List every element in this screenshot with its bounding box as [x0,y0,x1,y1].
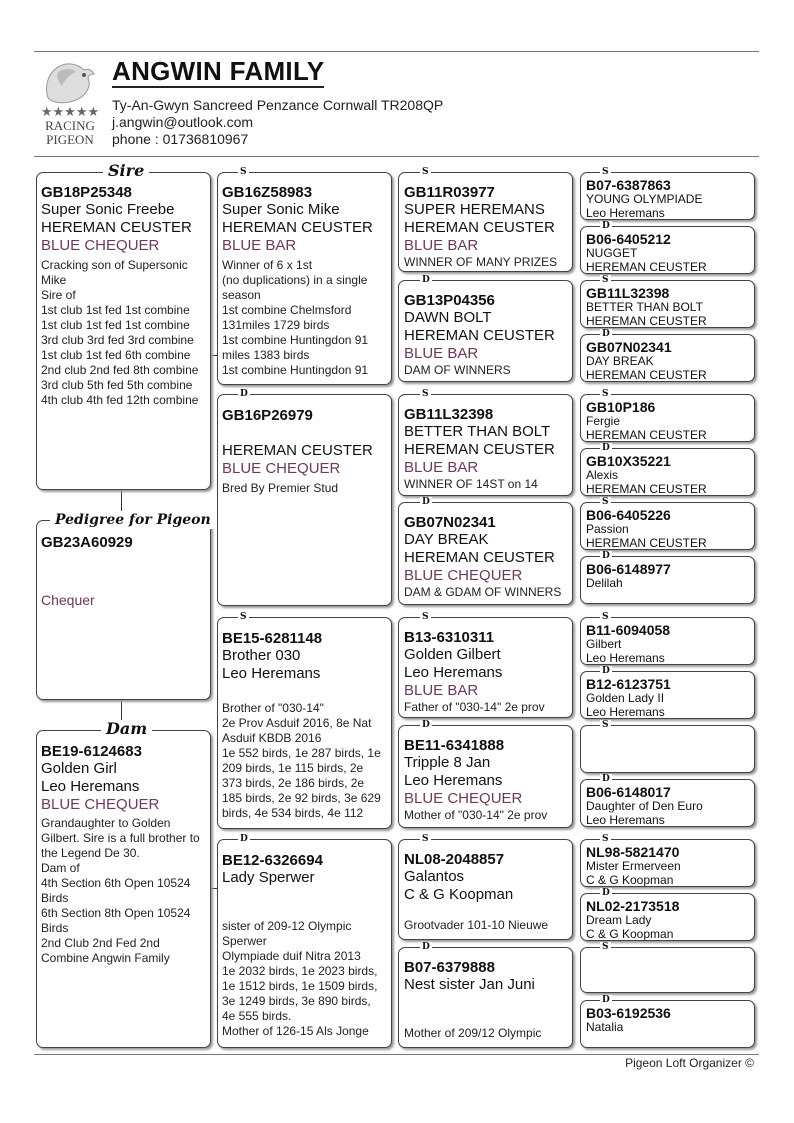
pigeon-name [222,424,387,442]
ring-number: GB16P26979 [222,407,313,424]
remarks: DAM & GDAM OF WINNERS [404,585,562,599]
gen4-card[interactable] [580,280,755,328]
remarks: WINNER OF MANY PRIZES [404,255,558,269]
colour: BLUE BAR [404,237,479,254]
ring-number: B07-6379888 [404,959,495,976]
dam-marker: D [240,389,248,399]
page-title: ANGWIN FAMILY [112,56,325,86]
gen3-card[interactable] [398,617,573,718]
colour [222,683,387,701]
ring-number: B12-6123751 [586,676,671,692]
ring-number: B11-6094058 [586,622,671,638]
strain: Leo Heremans [222,665,321,682]
dam-strain: Leo Heremans [41,778,140,795]
ring-number: NL08-2048857 [404,851,505,868]
colour: BLUE BAR [404,682,479,699]
remarks: Mother of "030-14" 2e prov [404,808,548,822]
ring-number: BE15-6281148 [222,630,323,647]
sire-strain: HEREMAN CEUSTER [41,219,192,236]
ring-number: GB10X35221 [586,453,671,469]
gen2-card[interactable] [217,839,392,1048]
sire-name: Super Sonic Freebe [41,201,175,218]
strain: C & G Koopman [586,872,674,887]
gen3-card[interactable] [398,502,573,605]
gen2-card[interactable] [217,394,392,606]
svg-text:RACING: RACING [45,118,95,133]
gen4-card[interactable] [580,172,755,220]
strain: C & G Koopman [586,926,674,941]
sire-marker: S [422,389,429,399]
sire-label: Sire [103,162,149,180]
colour: BLUE BAR [404,345,479,362]
strain: HEREMAN CEUSTER [586,427,707,442]
gen4-card[interactable] [580,893,755,941]
strain: HEREMAN CEUSTER [586,259,707,274]
gen4-card[interactable] [580,502,755,550]
ring-number: GB16Z58983 [222,184,313,201]
pigeon-name: Daughter of Den Euro [586,799,703,813]
dam-marker: D [602,774,610,784]
gen4-card[interactable] [580,671,755,719]
dam-marker: D [602,666,610,676]
pigeon-name: Natalia [586,1020,624,1034]
gen4-card[interactable] [580,947,755,993]
top-divider [34,51,759,52]
gen4-card[interactable] [580,226,755,274]
address: Ty-An-Gwyn Sancreed Penzance Cornwall TR208QP [112,97,444,113]
strain: HEREMAN CEUSTER [586,367,707,382]
sire-marker: S [602,389,609,399]
gen2-card[interactable] [217,172,392,385]
subject-ring: GB23A60929 [41,534,133,551]
ring-number: GB11L32398 [586,285,670,301]
sire-card[interactable] [36,172,211,490]
ring-number: B06-6405226 [586,507,671,523]
pigeon-name: DAY BREAK [586,354,654,368]
colour: BLUE BAR [404,459,479,476]
dam-ring: BE19-6124683 [41,743,142,760]
dam-marker: D [602,551,610,561]
colour: BLUE CHEQUER [222,460,341,477]
gen4-card[interactable] [580,334,755,382]
sire-marker: S [422,167,429,177]
pigeon-name: Passion [586,522,629,536]
dam-marker: D [240,834,248,844]
pigeon-name: Brother 030 [222,647,301,664]
sire-marker: S [240,167,247,177]
strain: HEREMAN CEUSTER [404,327,555,344]
gen4-card[interactable] [580,779,755,827]
dam-marker: D [602,443,610,453]
dam-marker: D [422,275,430,285]
strain: HEREMAN CEUSTER [404,549,555,566]
gen4-card[interactable] [580,556,755,604]
strain: HEREMAN CEUSTER [586,481,707,496]
pigeon-name: BETTER THAN BOLT [586,300,703,314]
strain: Leo Heremans [404,664,503,681]
strain: Leo Heremans [586,650,665,665]
dam-remarks: Grandaughter to Golden Gilbert. Sire is a full brother to the Legend De 30. Dam of 4th Section 6th Open 10524 Birds 6th Section 8th Open 10524 Birds 2nd Club 2nd Fed 2nd Combine Angwin Family [41,816,200,965]
strain: C & G Koopman [404,886,514,903]
sire-marker: S [602,167,609,177]
dam-marker: D [422,720,430,730]
pigeon-name: BETTER THAN BOLT [404,423,551,440]
colour: BLUE CHEQUER [404,567,523,584]
sire-marker: S [422,612,429,622]
dam-label: Dam [101,720,152,738]
footer-divider [34,1054,759,1055]
ring-number: B03-6192536 [586,1005,671,1021]
remarks: WINNER OF 14ST on 14 [404,477,538,491]
strain: Leo Heremans [586,812,665,827]
pigeon-name: DAWN BOLT [404,309,492,326]
pigeon-name: Alexis [586,468,619,482]
strain: Leo Heremans [586,704,665,719]
subject-colour: Chequer [41,592,95,608]
remarks: Winner of 6 x 1st (no duplications) in a single season 1st combine Chelmsford 131miles 1729 birds 1st combine Huntingdon 91 miles 1383 birds 1st combine Huntingdon 91 [222,258,369,377]
gen4-card[interactable] [580,725,755,773]
strain: HEREMAN CEUSTER [404,441,555,458]
ring-number: GB13P04356 [404,292,495,309]
strain: Leo Heremans [586,205,665,220]
remarks: sister of 209-12 Olympic Sperwer Olympiade duif Nitra 2013 1e 2032 birds, 1e 2023 birds, 1e 1512 birds, 1e 1509 birds, 3e 1249 birds, 3e 890 birds, 4e 555 birds. Mother of 126-15 Als Jonge [222,919,378,1038]
colour: BLUE BAR [222,237,297,254]
ring-number: B06-6148977 [586,561,671,577]
gen4-card[interactable] [580,448,755,496]
email: j.angwin@outlook.com [112,114,254,130]
remarks: Father of "030-14" 2e prov [404,700,545,714]
pigeon-name: DAY BREAK [404,531,489,548]
gen3-card[interactable] [398,172,573,272]
remarks: Grootvader 101-10 Nieuwe [404,918,549,932]
pigeon-icon [34,56,106,146]
phone: phone : 01736810967 [112,131,249,147]
strain: Leo Heremans [404,772,503,789]
strain: HEREMAN CEUSTER [586,313,707,328]
dam-name: Golden Girl [41,760,117,777]
sire-remarks: Cracking son of Supersonic Mike Sire of 1st club 1st fed 1st combine 1st club 1st fed 1st combine 3rd club 3rd fed 3rd combine 1st club 1st fed 6th combine 2nd club 2nd fed 8th combine 3rd club 5th fed 5th combine 4th club 4th fed 12th combine [41,258,199,407]
pigeon-name: YOUNG OLYMPIADE [586,192,703,206]
header-divider [34,156,759,157]
pedigree-label: Pedigree for Pigeon [50,511,216,529]
sire-marker: S [240,612,247,622]
svg-text:★★★★★: ★★★★★ [40,105,100,120]
remarks: Mother of 209/12 Olympic [404,1026,542,1040]
footer-credit: Pigeon Loft Organizer © [625,1056,754,1070]
gen3-card[interactable] [398,280,573,382]
racing-pigeon-logo [34,56,106,146]
pigeon-name: NUGGET [586,246,638,260]
strain: HEREMAN CEUSTER [586,535,707,550]
ring-number: B06-6405212 [586,231,671,247]
sire-colour: BLUE CHEQUER [41,237,160,254]
gen3-card[interactable] [398,725,573,828]
gen4-card[interactable] [580,1000,755,1048]
gen4-card[interactable] [580,394,755,442]
remarks: Brother of "030-14" 2e Prov Asduif 2016, 8e Nat Asduif KBDB 2016 1e 552 birds, 1e 287 birds, 1e 209 birds, 1e 115 birds, 2e 373 birds, 2e 186 birds, 2e 185 birds, 2e 92 birds, 3e 629 birds, 4e 534 birds, 4e 112 [222,701,381,820]
ring-number: B07-6387863 [586,177,671,193]
remarks: Bred By Premier Stud [222,481,339,495]
gen4-card[interactable] [580,839,755,887]
gen4-card[interactable] [580,617,755,665]
pigeon-name: Dream Lady [586,913,652,927]
remarks: DAM OF WINNERS [404,363,511,377]
ring-number: GB07N02341 [586,339,672,355]
strain: HEREMAN CEUSTER [222,219,373,236]
gen3-card[interactable] [398,839,573,940]
dam-card[interactable] [36,730,211,1048]
dam-colour: BLUE CHEQUER [41,796,160,813]
sire-marker: S [602,497,609,507]
ring-number: BE11-6341888 [404,737,505,754]
svg-text:PIGEON: PIGEON [46,132,94,146]
pigeon-name: Fergie [586,414,621,428]
gen3-card[interactable] [398,394,573,496]
pigeon-name: Galantos [404,868,465,885]
strain: HEREMAN CEUSTER [404,219,555,236]
dam-marker: D [602,221,610,231]
sire-marker: S [602,612,609,622]
ring-number: GB11L32398 [404,406,494,423]
dam-marker: D [422,497,430,507]
sire-ring: GB18P25348 [41,184,132,201]
subject-card[interactable] [36,520,211,700]
dam-marker: D [602,888,610,898]
dam-marker: D [422,942,430,952]
pigeon-name: SUPER HEREMANS [404,201,545,218]
ring-number: NL02-2173518 [586,898,680,914]
ring-number: BE12-6326694 [222,852,323,869]
pigeon-name: Lady Sperwer [222,869,315,886]
gen2-card[interactable] [217,617,392,829]
ring-number: GB07N02341 [404,514,496,531]
pigeon-name: Golden Lady II [586,691,665,705]
sire-marker: S [602,834,609,844]
pigeon-name: Nest sister Jan Juni [404,976,535,993]
pigeon-name: Mister Ermerveen [586,859,681,873]
ring-number: B06-6148017 [586,784,671,800]
ring-number: GB10P186 [586,399,656,415]
sire-marker: S [602,720,609,730]
pigeon-name: Delilah [586,576,623,590]
ring-number: B13-6310311 [404,629,495,646]
dam-marker: D [602,995,610,1005]
ring-number: GB11R03977 [404,184,495,201]
sire-marker: S [602,275,609,285]
ring-number: NL98-5821470 [586,844,680,860]
strain: HEREMAN CEUSTER [222,442,373,459]
sire-marker: S [422,834,429,844]
dam-marker: D [602,329,610,339]
pigeon-name: Super Sonic Mike [222,201,340,218]
pigeon-name: Tripple 8 Jan [404,754,491,771]
pigeon-name: Gilbert [586,637,622,651]
colour: BLUE CHEQUER [404,790,523,807]
sire-marker: S [602,942,609,952]
gen3-card[interactable] [398,947,573,1048]
pigeon-name: Golden Gilbert [404,646,501,663]
